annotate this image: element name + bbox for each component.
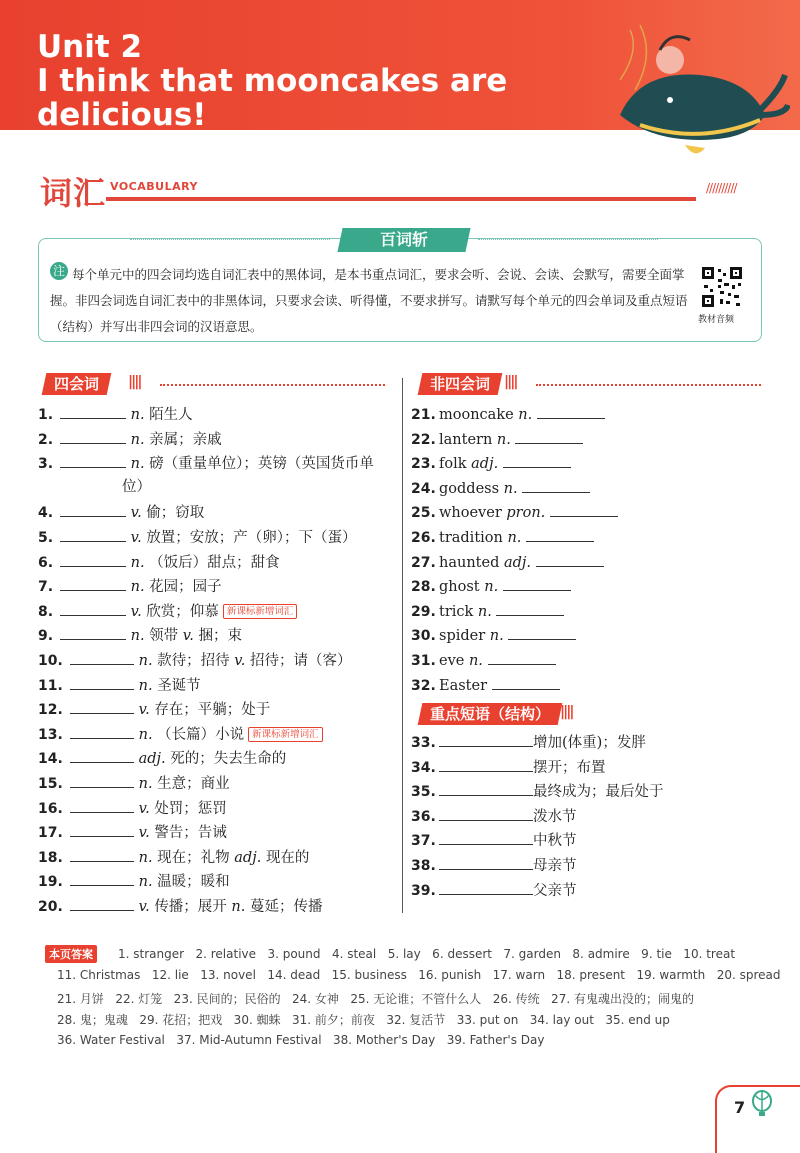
column-divider: [402, 378, 403, 913]
vocab-row: [38, 868, 230, 892]
part-of-speech: v.: [138, 825, 150, 842]
phrases-label-text: 重点短语（结构）: [430, 705, 551, 723]
meaning: 最终成为；最后处于: [533, 784, 664, 801]
part-of-speech: adj.: [234, 849, 262, 866]
answer-blank[interactable]: [70, 868, 134, 886]
phrases-section-label: [418, 703, 563, 725]
item-number: 34.: [411, 759, 436, 776]
answer-blank[interactable]: [496, 598, 564, 616]
part-of-speech: v.: [130, 530, 142, 546]
part-of-speech: pron.: [506, 505, 546, 522]
answer-blank[interactable]: [60, 549, 126, 567]
item-number: 4.: [38, 505, 54, 522]
answer-blank[interactable]: [439, 852, 533, 870]
item-number: 7.: [38, 579, 54, 596]
answer-blank[interactable]: [60, 401, 126, 419]
meaning: 花园；园子: [149, 579, 222, 596]
decorative-stripes-icon: ||||: [504, 374, 517, 390]
vocab-row: [411, 499, 618, 523]
answer-line: 28. 鬼；鬼魂 29. 花招；把戏 30. 蜘蛛 31. 前夕；前夜 32. 复活节 33. put on 34. lay out 35. end up: [57, 1013, 670, 1027]
answer-blank[interactable]: [439, 778, 533, 796]
vocab-row: [411, 598, 564, 622]
meaning: 款待；招待: [157, 653, 230, 669]
item-number: 10.: [38, 653, 63, 669]
vocab-row: [411, 401, 605, 425]
phrase-row: [411, 852, 577, 876]
phrase-row: [411, 827, 577, 851]
word: lantern: [439, 431, 493, 448]
item-number: 23.: [411, 456, 436, 473]
non-four-skill-label-text: 非四会词: [430, 375, 491, 393]
part-of-speech: n.: [138, 849, 153, 866]
item-number: 5.: [38, 530, 54, 546]
part-of-speech: n.: [489, 628, 504, 645]
part-of-speech: adj.: [471, 456, 499, 473]
vocab-row: [38, 598, 297, 622]
answer-blank[interactable]: [503, 573, 571, 591]
item-number: 12.: [38, 702, 63, 719]
meaning: 圣诞节: [157, 677, 201, 694]
meaning: 偷；窃取: [146, 505, 205, 522]
item-number: 36.: [411, 808, 436, 825]
answer-blank[interactable]: [70, 893, 134, 911]
part-of-speech: v.: [138, 702, 150, 719]
decorative-stripes-icon: ||||: [560, 704, 573, 720]
part-of-speech: v.: [138, 800, 150, 817]
part-of-speech: n.: [130, 456, 145, 473]
item-number: 37.: [411, 833, 436, 850]
answer-blank[interactable]: [60, 598, 126, 616]
meaning: 警告；告诫: [154, 825, 227, 842]
part-of-speech: n.: [231, 899, 246, 915]
meaning: 泼水节: [533, 808, 577, 825]
part-of-speech: n.: [130, 407, 145, 423]
part-of-speech: adj.: [503, 554, 532, 571]
qr-code-icon[interactable]: [700, 265, 744, 309]
answer-blank[interactable]: [488, 647, 556, 665]
vocab-row: [411, 450, 571, 474]
new-word-tag: 新课标新增词汇: [223, 604, 298, 619]
vocab-row: [411, 622, 576, 646]
vocab-row: [411, 426, 583, 450]
section-dotted-line: [536, 384, 761, 387]
decorative-stripes-icon: ||||: [128, 374, 141, 390]
meaning: 捆；束: [198, 628, 242, 645]
part-of-speech: n.: [468, 653, 483, 669]
part-of-speech: n.: [138, 677, 153, 694]
item-number: 29.: [411, 603, 436, 620]
vocab-row: [38, 696, 270, 720]
badge-dotted-line: [130, 239, 330, 241]
page-number: 7: [734, 1098, 746, 1117]
item-number: 27.: [411, 554, 436, 571]
vocab-row: [38, 893, 322, 917]
part-of-speech: n.: [484, 579, 499, 596]
vocab-row: [38, 450, 374, 474]
meaning: 蔓延；传播: [249, 899, 323, 915]
part-of-speech: n.: [130, 554, 145, 571]
vocab-row: [38, 819, 227, 843]
note-text: 每个单元中的四会词均选自词汇表中的黑体词，是本书重点词汇，要求会听、会说、会读、会默写，需要全面掌握。非四会词选自词汇表中的非黑体词，只要求会读、听得懂，不要求拼写。请默写每个单元的四会单词及重点短语（结构）并写出非四会词的汉语意思。: [50, 267, 688, 334]
meaning: 放置；安放；产（卵）；下（蛋）: [146, 530, 357, 546]
vocab-row: [411, 647, 556, 671]
vocab-row: [38, 524, 357, 548]
answer-blank[interactable]: [503, 450, 571, 468]
word: haunted: [439, 554, 500, 571]
whale-illustration-icon: [600, 20, 790, 160]
item-number: 21.: [411, 407, 436, 423]
phrase-row: [411, 803, 577, 827]
meaning: 亲属；亲戚: [149, 431, 222, 448]
vocab-row: [411, 524, 594, 548]
part-of-speech: n.: [130, 431, 145, 448]
part-of-speech: n.: [518, 407, 533, 423]
answer-blank[interactable]: [70, 844, 134, 862]
meaning: 死的；失去生命的: [170, 751, 287, 768]
item-number: 20.: [38, 899, 63, 915]
vocab-heading-rule: [106, 197, 696, 201]
vocab-row: [38, 721, 323, 745]
answer-blank[interactable]: [60, 426, 126, 444]
word: Easter: [439, 677, 488, 694]
phrase-row: [411, 729, 646, 753]
vocab-row: [38, 549, 280, 573]
answer-blank[interactable]: [522, 475, 590, 493]
part-of-speech: v.: [130, 505, 142, 522]
vocab-row: [38, 401, 193, 425]
vocab-row: [38, 573, 222, 597]
non-four-skill-section-label: [418, 373, 503, 395]
part-of-speech: n.: [130, 579, 145, 596]
answer-key-label: 本页答案: [45, 945, 97, 963]
part-of-speech: n.: [138, 776, 153, 792]
item-number: 25.: [411, 505, 436, 522]
answer-blank[interactable]: [70, 770, 134, 788]
vocab-section-title: 词汇: [40, 174, 107, 212]
vocab-row: [38, 647, 351, 671]
meaning: 温暖；暖和: [157, 874, 230, 891]
answer-blank[interactable]: [550, 499, 618, 517]
word: tradition: [439, 530, 503, 546]
four-skill-label-text: 四会词: [54, 375, 100, 393]
new-word-tag: 新课标新增词汇: [248, 727, 323, 742]
meaning: 现在；礼物: [157, 849, 230, 866]
item-number: 30.: [411, 628, 436, 645]
meaning: 现在的: [265, 849, 310, 866]
item-number: 26.: [411, 530, 436, 546]
answer-blank[interactable]: [60, 573, 126, 591]
item-number: 32.: [411, 677, 436, 694]
answer-blank[interactable]: [439, 803, 533, 821]
item-number: 6.: [38, 554, 54, 571]
answer-line: 21. 月饼 22. 灯笼 23. 民间的；民俗的 24. 女神 25. 无论谁；不管什么人 26. 传统 27. 有鬼魂出没的；闹鬼的: [57, 992, 694, 1006]
answer-blank[interactable]: [439, 827, 533, 845]
item-number: 15.: [38, 776, 63, 792]
item-number: 9.: [38, 628, 54, 645]
meaning: 母亲节: [533, 858, 577, 874]
item-number: 14.: [38, 751, 63, 768]
part-of-speech: n.: [138, 653, 153, 669]
answer-line: 1. stranger 2. relative 3. pound 4. steal 5. lay 6. dessert 7. garden 8. admire 9. tie 10. treat: [118, 947, 736, 961]
meaning: 传播；展开: [154, 899, 227, 915]
item-number: 22.: [411, 431, 436, 448]
item-number: 18.: [38, 849, 63, 866]
part-of-speech: n.: [130, 628, 145, 645]
word: goddess: [439, 480, 500, 497]
four-skill-section-label: [42, 373, 112, 395]
answer-blank[interactable]: [70, 647, 134, 665]
vocab-row: [38, 499, 204, 523]
balloon-icon: [750, 1090, 774, 1118]
item-number: 28.: [411, 579, 436, 596]
meaning: 处罚；惩罚: [154, 800, 227, 817]
phrase-row: [411, 778, 664, 802]
item-number: 31.: [411, 653, 436, 669]
part-of-speech: n.: [477, 603, 492, 620]
word: whoever: [439, 505, 502, 522]
word: eve: [439, 653, 465, 669]
part-of-speech: v.: [182, 628, 194, 645]
answer-blank[interactable]: [70, 696, 134, 714]
item-number: 11.: [38, 677, 63, 694]
meaning: 增加(体重)；发胖: [533, 735, 646, 751]
item-number: 3.: [38, 456, 54, 473]
part-of-speech: n.: [503, 480, 518, 497]
meaning: 父亲节: [533, 882, 577, 899]
note-badge-label: 百词斩: [379, 230, 428, 249]
vocab-row: [411, 549, 604, 573]
item-number: 13.: [38, 726, 63, 743]
word: trick: [439, 603, 474, 620]
item-number: 16.: [38, 800, 63, 817]
item-number: 39.: [411, 882, 436, 899]
vocab-row-continued: [122, 475, 151, 499]
part-of-speech: v.: [130, 603, 142, 620]
word: spider: [439, 628, 486, 645]
part-of-speech: n.: [138, 726, 153, 743]
item-number: 1.: [38, 407, 54, 423]
item-number: 2.: [38, 431, 54, 448]
part-of-speech: n.: [507, 530, 522, 546]
meaning: 存在；平躺；处于: [154, 702, 271, 719]
vocab-row: [38, 770, 230, 794]
answer-blank[interactable]: [508, 622, 576, 640]
phrase-row: [411, 877, 577, 901]
item-number: 35.: [411, 784, 436, 801]
answer-blank[interactable]: [70, 745, 134, 763]
section-dotted-line: [160, 384, 385, 387]
answer-blank[interactable]: [60, 450, 126, 468]
part-of-speech: adj.: [138, 751, 166, 768]
note-badge: [337, 228, 470, 252]
qr-label: 教材音频: [698, 315, 735, 325]
decorative-stripes-icon: //////////: [706, 181, 737, 195]
vocab-row: [38, 622, 242, 646]
meaning: 领带: [149, 628, 179, 645]
meaning: （饭后）甜点；甜食: [149, 554, 280, 571]
word: folk: [439, 456, 467, 473]
vocab-section-subtitle: VOCABULARY: [110, 180, 198, 193]
vocab-row: [38, 745, 286, 769]
item-number: 33.: [411, 735, 436, 751]
vocab-row: [411, 573, 571, 597]
answer-blank[interactable]: [515, 426, 583, 444]
vocab-row: [411, 672, 560, 696]
unit-title-line1: I think that mooncakes are: [37, 63, 508, 99]
item-number: 38.: [411, 858, 436, 874]
answer-blank[interactable]: [60, 524, 126, 542]
answer-blank[interactable]: [70, 795, 134, 813]
answer-blank[interactable]: [492, 672, 560, 690]
answer-blank[interactable]: [526, 524, 594, 542]
answer-blank[interactable]: [536, 549, 604, 567]
answer-blank[interactable]: [439, 754, 533, 772]
item-number: 24.: [411, 480, 436, 497]
answer-blank[interactable]: [60, 622, 126, 640]
answer-blank[interactable]: [70, 672, 134, 690]
meaning: 摆开；布置: [533, 759, 606, 776]
unit-title-line2: delicious!: [37, 97, 207, 133]
meaning: 招待；请（客）: [249, 653, 352, 669]
part-of-speech: n.: [138, 874, 153, 891]
word: ghost: [439, 579, 480, 596]
answer-blank[interactable]: [70, 819, 134, 837]
vocab-row: [38, 844, 309, 868]
answer-blank[interactable]: [60, 499, 126, 517]
vocab-row: [38, 795, 227, 819]
vocab-row: [38, 426, 222, 450]
part-of-speech: n.: [496, 431, 511, 448]
meaning: （长篇）小说: [157, 726, 245, 743]
meaning: 生意；商业: [157, 776, 230, 792]
answer-blank[interactable]: [439, 729, 533, 747]
answer-blank[interactable]: [70, 721, 134, 739]
note-icon: 注: [50, 262, 68, 280]
phrase-row: [411, 754, 606, 778]
part-of-speech: v.: [138, 899, 150, 915]
meaning: 中秋节: [533, 833, 577, 850]
meaning: 陌生人: [149, 407, 193, 423]
vocab-row: [411, 475, 590, 499]
word: mooncake: [439, 407, 514, 423]
vocab-row: [38, 672, 201, 696]
meaning: 磅（重量单位）；英镑（英国货币单: [149, 456, 374, 473]
unit-label: Unit 2: [37, 29, 143, 65]
answer-blank[interactable]: [537, 401, 605, 419]
part-of-speech: v.: [234, 653, 246, 669]
meaning: 位）: [122, 478, 151, 495]
answer-line: 36. Water Festival 37. Mid-Autumn Festival 38. Mother's Day 39. Father's Day: [57, 1033, 545, 1047]
meaning: 欣赏；仰慕: [146, 603, 219, 620]
answer-line: 11. Christmas 12. lie 13. novel 14. dead 15. business 16. punish 17. warn 18. present 19. warmth 20. spread: [57, 968, 781, 982]
item-number: 19.: [38, 874, 63, 891]
item-number: 8.: [38, 603, 54, 620]
answer-blank[interactable]: [439, 877, 533, 895]
badge-dotted-line: [478, 239, 658, 241]
item-number: 17.: [38, 825, 63, 842]
